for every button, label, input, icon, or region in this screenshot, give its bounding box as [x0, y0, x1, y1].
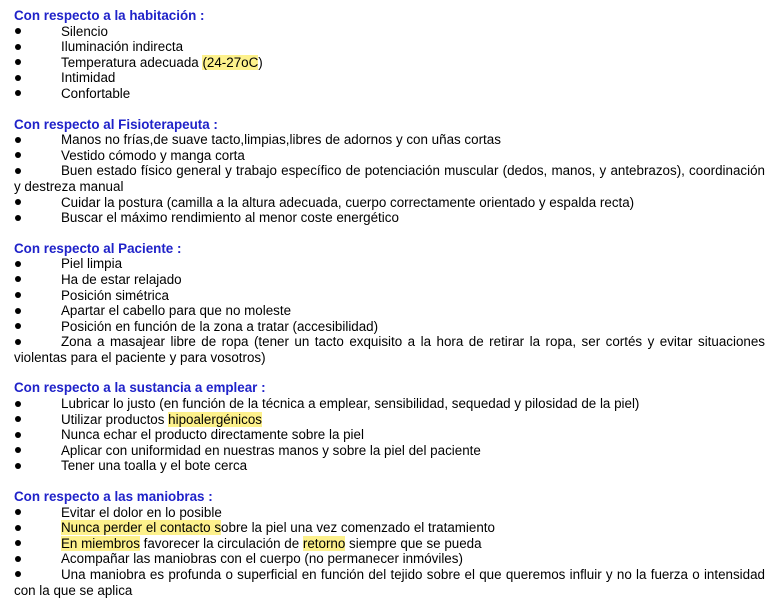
item-text: Aplicar con uniformidad en nuestras manos y sobre la piel del paciente: [61, 442, 481, 458]
highlighted-text: Nunca perder el contacto s: [61, 520, 222, 536]
section-heading: Con respecto al Fisioterapeuta :: [14, 116, 218, 132]
bullet-icon: [14, 458, 61, 474]
item-text: Intimidad: [61, 70, 116, 86]
list-item: [14, 303, 765, 319]
list-item: [14, 210, 765, 226]
bullet-icon: [14, 55, 61, 71]
bullet-icon: [14, 427, 61, 443]
bullet-icon: [14, 272, 61, 288]
list-item: [14, 427, 765, 443]
bullet-icon: [14, 319, 61, 335]
bullet-list: [14, 505, 765, 599]
list-item: [14, 536, 765, 552]
item-text: Zona a masajear libre de ropa (tener un tacto exquisito a la hora de retirar la ropa, ser cortés y evitar situaciones violentas para el paciente y para vosotros): [14, 334, 765, 365]
bullet-icon: [14, 39, 61, 55]
item-text: Confortable: [61, 85, 131, 101]
item-text: Tener una toalla y el bote cerca: [61, 458, 248, 474]
bullet-list: [14, 24, 765, 102]
item-text: siempre que se pueda: [345, 535, 482, 551]
bullet-list: [14, 132, 765, 226]
item-text: favorecer la circulación de: [139, 535, 303, 551]
bullet-icon: [14, 132, 61, 148]
highlighted-text: retorno: [302, 535, 346, 551]
item-text: Apartar el cabello para que no moleste: [61, 303, 292, 319]
bullet-icon: [14, 210, 61, 226]
section-heading: Con respecto a la habitación :: [14, 8, 205, 23]
bullet-icon: [14, 334, 61, 350]
bullet-icon: [14, 256, 61, 272]
section-heading: Con respecto a las maniobras :: [14, 489, 213, 505]
item-text: Vestido cómodo y manga corta: [61, 147, 245, 163]
section-heading: Con respecto a la sustancia a emplear :: [14, 380, 266, 396]
bullet-icon: [14, 567, 61, 583]
list-item: [14, 334, 765, 365]
bullet-icon: [14, 288, 61, 304]
list-item: [14, 505, 765, 521]
item-text: obre la piel una vez comenzado el tratamiento: [221, 520, 495, 536]
bullet-icon: [14, 443, 61, 459]
bullet-icon: [14, 412, 61, 428]
bullet-icon: [14, 551, 61, 567]
bullet-icon: [14, 24, 61, 40]
item-text: Acompañar las maniobras con el cuerpo (no permanecer inmóviles): [61, 551, 463, 567]
list-item: [14, 443, 765, 459]
item-text: Silencio: [61, 23, 108, 39]
section-heading: Con respecto al Paciente :: [14, 240, 182, 256]
list-item: [14, 520, 765, 536]
list-item: [14, 195, 765, 211]
item-text: Posición en función de la zona a tratar (accesibilidad): [61, 318, 379, 334]
bullet-icon: [14, 148, 61, 164]
list-item: [14, 319, 765, 335]
list-item: [14, 55, 765, 71]
bullet-icon: [14, 163, 61, 179]
section: [14, 489, 765, 598]
item-text: Posición simétrica: [61, 287, 169, 303]
item-text: Iluminación indirecta: [61, 39, 184, 55]
item-text: Utilizar productos: [61, 411, 169, 427]
list-item: [14, 396, 765, 412]
list-item: [14, 24, 765, 40]
bullet-icon: [14, 86, 61, 102]
list-item: [14, 567, 765, 598]
bullet-icon: [14, 70, 61, 86]
bullet-icon: [14, 520, 61, 536]
section: [14, 241, 765, 366]
section: [14, 380, 765, 474]
item-text: Piel limpia: [61, 256, 123, 272]
bullet-icon: [14, 303, 61, 319]
list-item: [14, 412, 765, 428]
highlighted-text: En: [61, 535, 82, 551]
list-item: [14, 256, 765, 272]
list-item: [14, 272, 765, 288]
list-item: [14, 86, 765, 102]
list-item: [14, 551, 765, 567]
item-text: Ha de estar relajado: [61, 271, 182, 287]
item-text: Cuidar la postura (camilla a la altura adecuada, cuerpo correctamente orientado y espalda recta): [61, 194, 635, 210]
list-item: [14, 148, 765, 164]
highlighted-text: miembros: [81, 535, 140, 551]
item-text: ): [258, 54, 263, 70]
item-text: Lubricar lo justo (en función de la técnica a emplear, sensibilidad, sequedad y pilosidad de la piel): [61, 396, 640, 412]
bullet-icon: [14, 195, 61, 211]
item-text: Buen estado físico general y trabajo específico de potenciación muscular (dedos, manos, y antebrazos), coordinación y destreza manual: [14, 163, 765, 194]
highlighted-text: (24-27oC: [202, 54, 259, 70]
item-text: Buscar el máximo rendimiento al menor coste energético: [61, 210, 399, 226]
item-text: Evitar el dolor en lo posible: [61, 504, 222, 520]
highlighted-text: hipoalergénicos: [168, 411, 262, 427]
bullet-list: [14, 396, 765, 474]
bullet-icon: [14, 505, 61, 521]
list-item: [14, 70, 765, 86]
bullet-list: [14, 256, 765, 365]
item-text: Nunca echar el producto directamente sobre la piel: [61, 427, 364, 443]
section: [14, 117, 765, 226]
list-item: [14, 132, 765, 148]
bullet-icon: [14, 536, 61, 552]
item-text: Manos no frías,de suave tacto,limpias,libres de adornos y con uñas cortas: [61, 132, 501, 148]
list-item: [14, 288, 765, 304]
list-item: [14, 39, 765, 55]
list-item: [14, 163, 765, 194]
item-text: Una maniobra es profunda o superficial en función del tejido sobre el que queremos influir y no la fuerza o intensidad con la que se aplica: [14, 567, 765, 598]
bullet-icon: [14, 396, 61, 412]
list-item: [14, 458, 765, 474]
item-text: Temperatura adecuada: [61, 54, 203, 70]
section: [14, 8, 765, 102]
